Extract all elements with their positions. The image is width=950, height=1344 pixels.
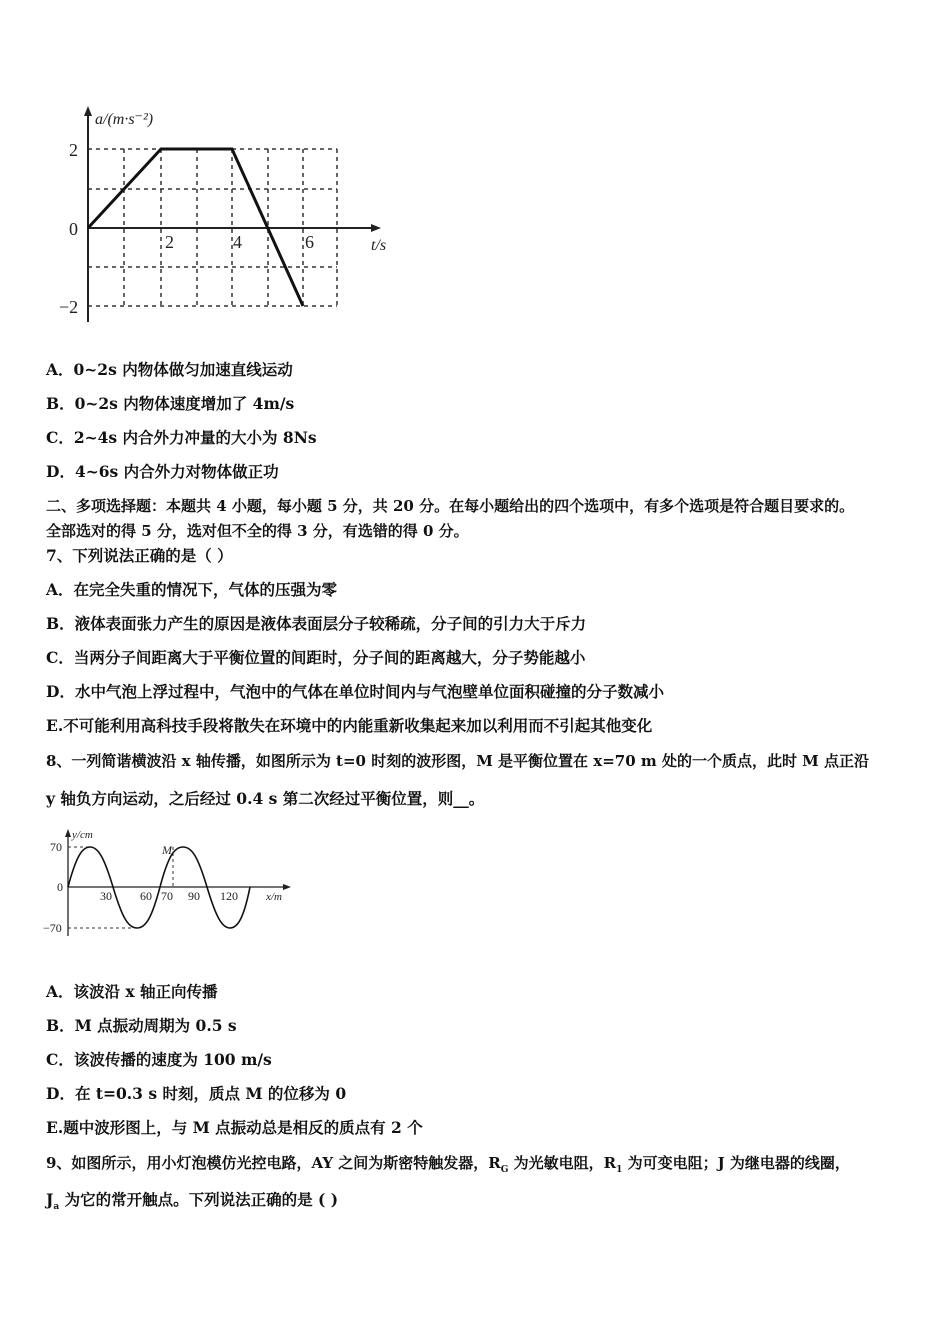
x-tick-6: 6 [305,232,314,252]
x-tick-2: 2 [165,232,174,252]
q7-option-c: C．当两分子间距离大于平衡位置的间距时，分子间的距离越大，分子势能越小 [46,648,586,667]
q9-text-part5: 为它的常开触点。下列说法正确的是 ( ) [59,1190,339,1209]
subscript-g: G [500,1165,509,1175]
section2-heading-line2: 全部选对的得 5 分，选对但不全的得 3 分，有选错的得 0 分。 [46,522,469,540]
q8-stem-line2: y 轴负方向运动，之后经过 0.4 s 第二次经过平衡位置，则__。 [46,789,485,808]
y-tick-2: 2 [69,140,78,160]
y-tick-0: 0 [69,219,78,239]
q8-option-d: D．在 t=0.3 s 时刻，质点 M 的位移为 0 [46,1084,347,1103]
q9-text-part4: J [46,1190,54,1209]
q8-option-b: B．M 点振动周期为 0.5 s [46,1016,237,1035]
wave-graph [40,826,300,941]
x-axis-label: x/m [266,891,282,903]
x-axis-label: t/s [371,237,387,254]
q6-option-c: C．2~4s 内合外力冲量的大小为 8Ns [46,428,317,447]
q8-option-e: E.题中波形图上，与 M 点振动总是相反的质点有 2 个 [46,1118,423,1137]
y-tick-70: 70 [50,840,62,854]
y-axis-label: a/(m·s⁻²) [95,111,154,128]
q6-option-d: D．4~6s 内合外力对物体做正功 [46,462,279,481]
q7-option-d: D．水中气泡上浮过程中，气泡中的气体在单位时间内与气泡壁单位面积碰撞的分子数减小 [46,682,664,701]
x-tick-60: 60 [140,889,152,903]
x-tick-90: 90 [188,889,200,903]
q9-text-part3: 为可变电阻；J 为继电器的线圈， [622,1154,850,1172]
y-tick-neg70: −70 [43,921,62,935]
y-tick-0: 0 [57,880,63,894]
q9-stem-line2 [46,1190,338,1217]
q7-option-b: B．液体表面张力产生的原因是液体表面层分子较稀疏，分子间的引力大于斥力 [46,614,587,633]
section2-heading-line1: 二、多项选择题：本题共 4 小题，每小题 5 分，共 20 分。在每小题给出的四个选项中，有多个选项是符合题目要求的。 [46,497,855,515]
q7-stem: 7、下列说法正确的是（ ） [46,546,233,565]
x-tick-4: 4 [233,232,242,252]
subscript-1: 1 [616,1165,623,1175]
q7-option-e: E.不可能利用高科技手段将散失在环境中的内能重新收集起来加以利用而不引起其他变化 [46,716,653,735]
q9-text-part2: 为光敏电阻，R [508,1154,617,1172]
q8-stem-line1: 8、一列简谐横波沿 x 轴传播，如图所示为 t=0 时刻的波形图，M 是平衡位置在 x=70 m 处的一个质点，此时 M 点正沿 [46,752,870,770]
point-m-label: M [162,843,172,857]
q7-option-a: A．在完全失重的情况下，气体的压强为零 [46,580,338,599]
acceleration-time-graph [55,100,405,330]
q9-stem-line1 [46,1153,850,1180]
q8-option-a: A．该波沿 x 轴正向传播 [46,982,218,1001]
q6-option-a: A．0~2s 内物体做匀加速直线运动 [46,360,293,379]
subscript-a: a [53,1202,60,1213]
q8-option-c: C．该波传播的速度为 100 m/s [46,1050,272,1069]
x-tick-30: 30 [100,889,112,903]
q6-option-b: B．0~2s 内物体速度增加了 4m/s [46,394,295,413]
x-tick-70: 70 [161,889,173,903]
y-tick-neg2: −2 [59,297,79,317]
y-axis-label: y/cm [72,829,93,841]
x-tick-120: 120 [220,889,238,903]
q9-text-part1: 9、如图所示，用小灯泡模仿光控电路，AY 之间为斯密特触发器，R [46,1154,501,1172]
